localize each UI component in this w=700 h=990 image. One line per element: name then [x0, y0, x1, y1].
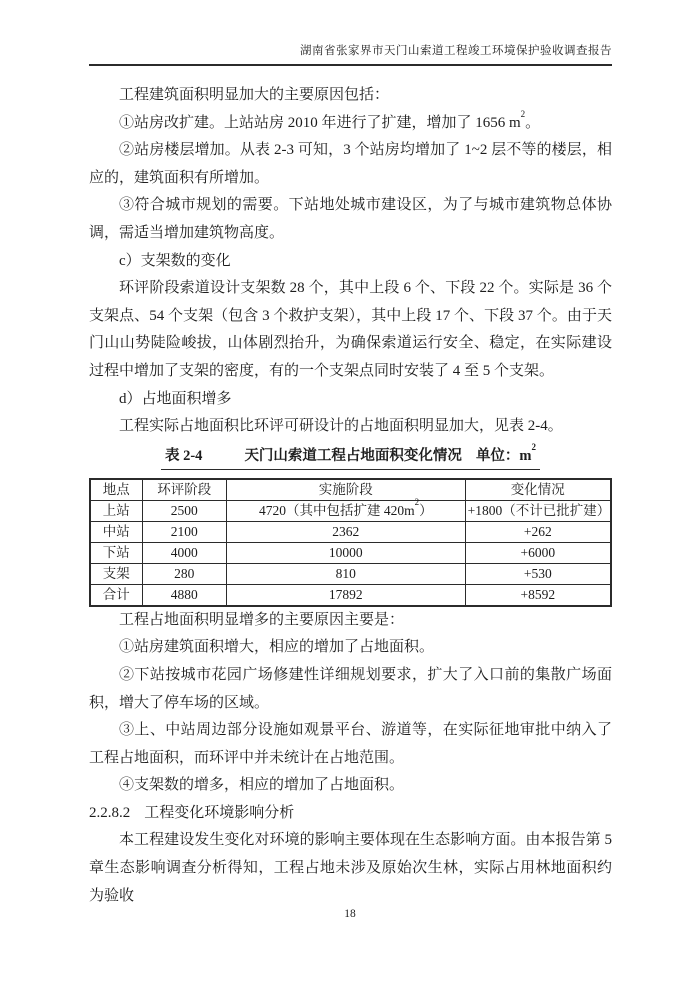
- table-unit-label: 单位：m: [475, 447, 532, 464]
- table-header-row: [90, 479, 611, 501]
- table-row: [90, 500, 611, 521]
- cell-impl: 17892: [226, 584, 465, 606]
- cell-impl: 10000: [226, 542, 465, 563]
- superscript-square: 2: [414, 497, 420, 508]
- running-header-title: 湖南省张家界市天门山索道工程竣工环境保护验收调查报告: [89, 44, 612, 66]
- item-station-renovation: [89, 110, 612, 138]
- table-row-total: [90, 584, 611, 606]
- item-text: 。: [525, 114, 541, 131]
- section-number: 2.2.8.2: [89, 804, 131, 821]
- page-number: 18: [344, 908, 356, 920]
- cell-eia: 2500: [142, 500, 226, 521]
- cell-site: 下站: [90, 542, 142, 563]
- cell-eia: 2100: [142, 521, 226, 542]
- item-text: ①站房改扩建。上站站房 2010 年进行了扩建，增加了 1656 m: [119, 114, 521, 131]
- col-header-site: 地点: [90, 479, 142, 501]
- cell-site: 上站: [90, 500, 142, 521]
- col-header-eia-stage: 环评阶段: [142, 479, 226, 501]
- superscript-square: 2: [520, 108, 526, 119]
- document-body: [89, 82, 612, 910]
- table-title-underlined: [161, 441, 540, 470]
- col-header-change: 变化情况: [465, 479, 611, 501]
- page-content: [89, 44, 612, 910]
- cell-site: 合计: [90, 584, 142, 606]
- section-title: 工程变化环境影响分析: [144, 804, 295, 821]
- table-number-label: 表 2-4: [164, 447, 203, 464]
- cell-change: +8592: [465, 584, 611, 606]
- cell-text: ）: [419, 502, 433, 518]
- table-2-4: [89, 478, 612, 607]
- col-header-impl-stage: 实施阶段: [226, 479, 465, 501]
- table-row: [90, 563, 611, 584]
- para-support-details: 环评阶段索道设计支架数 28 个，其中上段 6 个、下段 22 个。实际是 36 个支架点、54 个支架（包含 3 个救护支架），其中上段 17 个、下段 37 个。由于天门山山势陡险峻拔，山体剧烈抬升，为确保索道运行安全、稳定，在实际建设过程中增加了支架的密度，有的一个支架点同时安装了 4 至 5 个支架。: [89, 280, 612, 379]
- item-city-planning: ③符合城市规划的需要。下站地处城市建设区，为了与城市建筑物总体协调，需适当增加建筑物高度。: [89, 197, 612, 241]
- page-footer: [0, 908, 700, 920]
- cell-impl: [226, 497, 465, 521]
- cell-impl: 810: [226, 563, 465, 584]
- item-station-area: ①站房建筑面积增大，相应的增加了占地面积。: [119, 639, 435, 656]
- cell-site: 中站: [90, 521, 142, 542]
- para-land-increase-reasons: 工程占地面积明显增多的主要原因主要是：: [119, 611, 405, 628]
- superscript-square: 2: [531, 441, 537, 452]
- cell-text: 4720（其中包括扩建 420m: [258, 502, 415, 518]
- cell-impl: 2362: [226, 521, 465, 542]
- cell-eia: 280: [142, 563, 226, 584]
- item-station-floors: ②站房楼层增加。从表 2-3 可知，3 个站房均增加了 1~2 层不等的楼层，相应的，建筑面积有所增加。: [89, 142, 612, 186]
- cell-change: +262: [465, 521, 611, 542]
- para-environmental-impact: 本工程建设发生变化对环境的影响主要体现在生态影响方面。由本报告第 5 章生态影响调查分析得知，工程占地未涉及原始次生林，实际占用林地面积约为验收: [89, 832, 612, 904]
- item-surrounding-facilities: ③上、中站周边部分设施如观景平台、游道等，在实际征地审批中纳入了工程占地面积，而环评中并未统计在占地范围。: [89, 722, 612, 766]
- para-land-area-intro: 工程实际占地面积比环评可研设计的占地面积明显加大，见表 2-4。: [119, 418, 563, 435]
- cell-site: 支架: [90, 563, 142, 584]
- para-building-area-reasons: 工程建筑面积明显加大的主要原因包括：: [119, 87, 390, 103]
- cell-eia: 4880: [142, 584, 226, 606]
- item-support-count-increase: ④支架数的增多，相应的增加了占地面积。: [119, 777, 405, 794]
- heading-land-area-increase: d）占地面积增多: [119, 390, 232, 407]
- heading-support-change: c）支架数的变化: [119, 252, 231, 269]
- section-heading-2-2-8-2: [89, 800, 612, 828]
- cell-change: +530: [465, 563, 611, 584]
- cell-change: +1800（不计已批扩建）: [465, 500, 611, 521]
- table-title-text: 天门山索道工程占地面积变化情况: [244, 447, 462, 464]
- table-row: [90, 542, 611, 563]
- cell-eia: 4000: [142, 542, 226, 563]
- table-row: [90, 521, 611, 542]
- item-lower-station-plaza: ②下站按城市花园广场修建性详细规划要求，扩大了入口前的集散广场面积，增大了停车场的区域。: [89, 666, 612, 711]
- cell-change: +6000: [465, 542, 611, 563]
- table-title: [89, 441, 612, 470]
